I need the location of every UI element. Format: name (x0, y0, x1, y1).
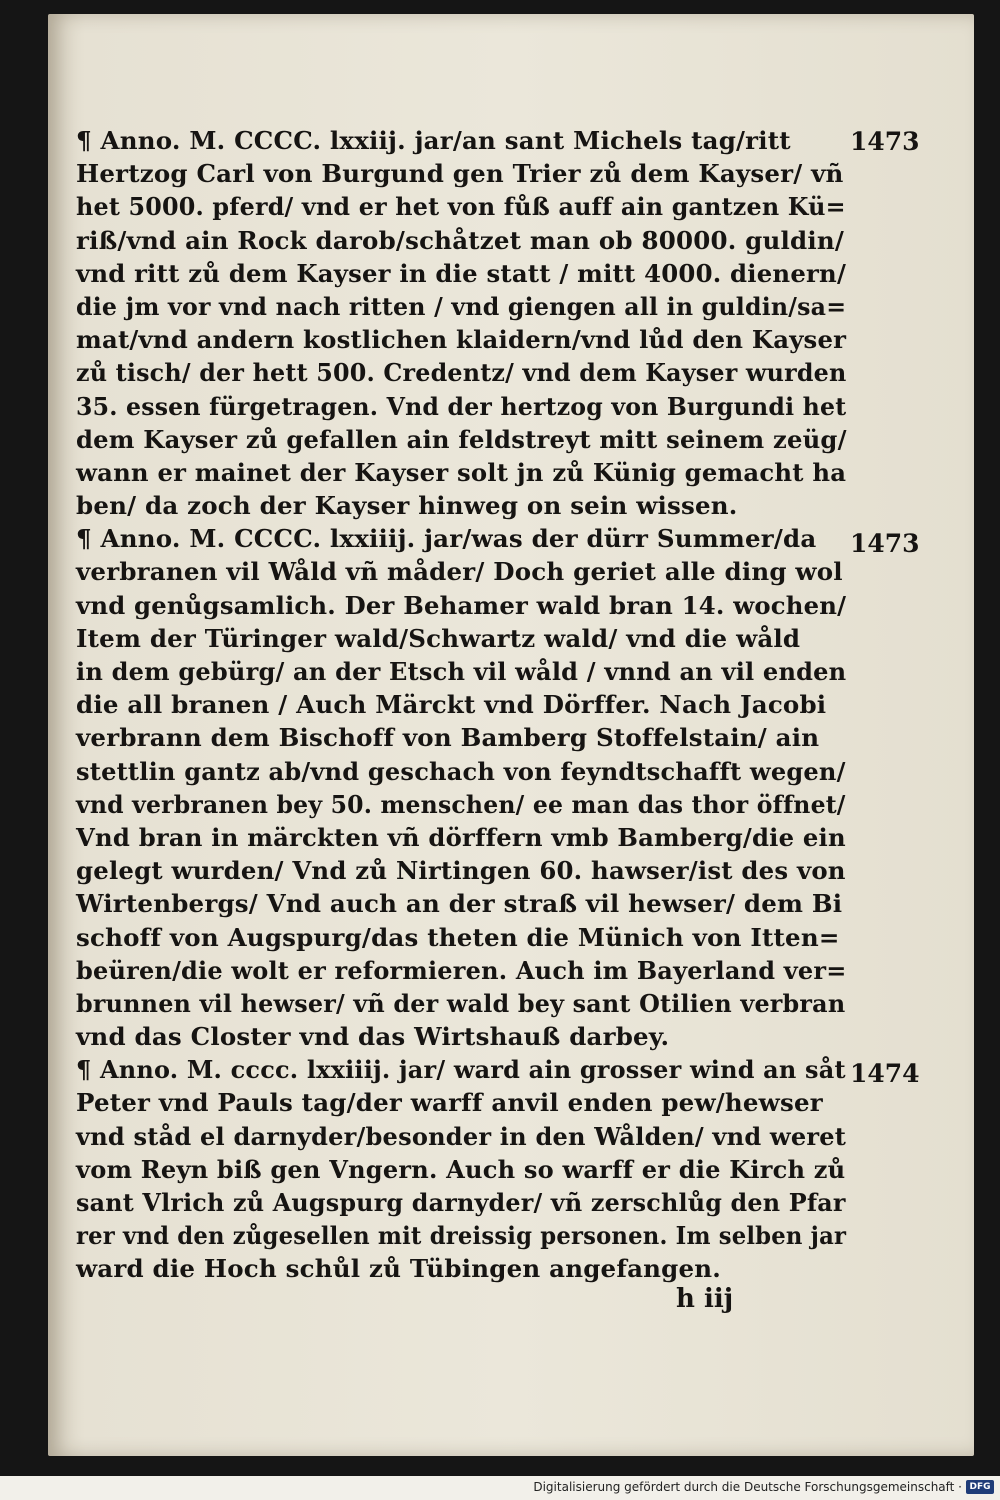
signature-mark: h iij (676, 1284, 734, 1314)
dfg-logo-icon: DFG (966, 1480, 994, 1494)
text-line: mat/vnd andern kostlichen klaidern/vnd lůd den Kayser (76, 325, 847, 355)
chronicle-text (76, 124, 846, 1286)
text-line: gelegt wurden/ Vnd zů Nirtingen 60. hawser/ist des von (76, 856, 846, 886)
text-line: ¶ Anno. M. cccc. lxxiiij. jar/ ward ain grosser wind an såt (76, 1055, 846, 1085)
text-line: ben/ da zoch der Kayser hinweg on sein wissen. (76, 491, 738, 521)
margin-year: 1473 (850, 127, 920, 156)
text-line: rer vnd den zůgesellen mit dreissig personen. Im selben jar (76, 1221, 847, 1251)
text-line: schoff von Augspurg/das theten die Münich von Itten= (76, 922, 840, 952)
text-line: beüren/die wolt er reformieren. Auch im Bayerland ver= (76, 955, 847, 985)
text-line: sant Vlrich zů Augspurg darnyder/ vñ zerschlůg den Pfar (76, 1188, 846, 1217)
text-line: ¶ Anno. M. CCCC. lxxiij. jar/an sant Michels tag/ritt (76, 126, 791, 155)
text-line: die all branen / Auch Märckt vnd Dörffer. Nach Jacobi (76, 690, 827, 720)
text-line: Item der Türinger wald/Schwartz wald/ vnd die wåld (76, 623, 801, 653)
digitization-credit: Digitalisierung gefördert durch die Deutsche Forschungsgemeinschaft · (533, 1480, 962, 1494)
text-line: verbrann dem Bischoff von Bamberg Stoffelstain/ ain (76, 723, 820, 753)
text-line: verbranen vil Wåld vñ måder/ Doch geriet alle ding wol (76, 557, 843, 587)
footer-bar (0, 1476, 1000, 1500)
text-line: wann er mainet der Kayser solt jn zů Künig gemacht ha (76, 457, 847, 487)
text-line: vom Reyn biß gen Vngern. Auch so warff er die Kirch zů (76, 1154, 846, 1184)
text-line: riß/vnd ain Rock darob/schåtzet man ob 80000. guldin/ (76, 225, 845, 255)
text-line: ¶ Anno. M. CCCC. lxxiiij. jar/was der dürr Summer/da (76, 524, 817, 554)
text-line: vnd ritt zů dem Kayser in die statt / mitt 4000. dienern/ (76, 258, 847, 288)
text-line: vnd das Closter vnd das Wirtshauß darbey. (76, 1022, 670, 1052)
text-line: het 5000. pferd/ vnd er het von fůß auff ain gantzen Kü= (76, 192, 846, 222)
margin-year: 1474 (850, 1059, 920, 1088)
text-line: Hertzog Carl von Burgund gen Trier zů dem Kayser/ vñ (76, 159, 844, 189)
text-line: vnd verbranen bey 50. menschen/ ee man das thor öffnet/ (76, 789, 846, 819)
text-line: vnd ståd el darnyder/besonder in den Wålden/ vnd weret (76, 1121, 847, 1151)
margin-year: 1473 (850, 529, 920, 558)
text-line: vnd genůgsamlich. Der Behamer wald bran 14. wochen/ (76, 590, 847, 620)
text-line: brunnen vil hewser/ vñ der wald bey sant Otilien verbran (76, 988, 846, 1018)
text-line: dem Kayser zů gefallen ain feldstreyt mitt seinem zeüg/ (76, 424, 847, 454)
text-line: die jm vor vnd nach ritten / vnd giengen all in guldin/sa= (76, 291, 847, 321)
text-line: zů tisch/ der hett 500. Credentz/ vnd dem Kayser wurden (76, 358, 847, 388)
text-line: Wirtenbergs/ Vnd auch an der straß vil hewser/ dem Bi (76, 889, 843, 919)
text-line: Vnd bran in märckten vñ dörffern vmb Bamberg/die ein (76, 822, 846, 852)
text-line: Peter vnd Pauls tag/der warff anvil enden pew/hewser (76, 1088, 823, 1118)
text-line: in dem gebürg/ an der Etsch vil wåld / vnnd an vil enden (76, 657, 847, 686)
text-line: ward die Hoch schůl zů Tübingen angefangen. (76, 1254, 722, 1284)
text-line: 35. essen fürgetragen. Vnd der hertzog von Burgundi het (76, 391, 847, 421)
text-line: stettlin gantz ab/vnd geschach von feyndtschafft wegen/ (76, 756, 846, 786)
